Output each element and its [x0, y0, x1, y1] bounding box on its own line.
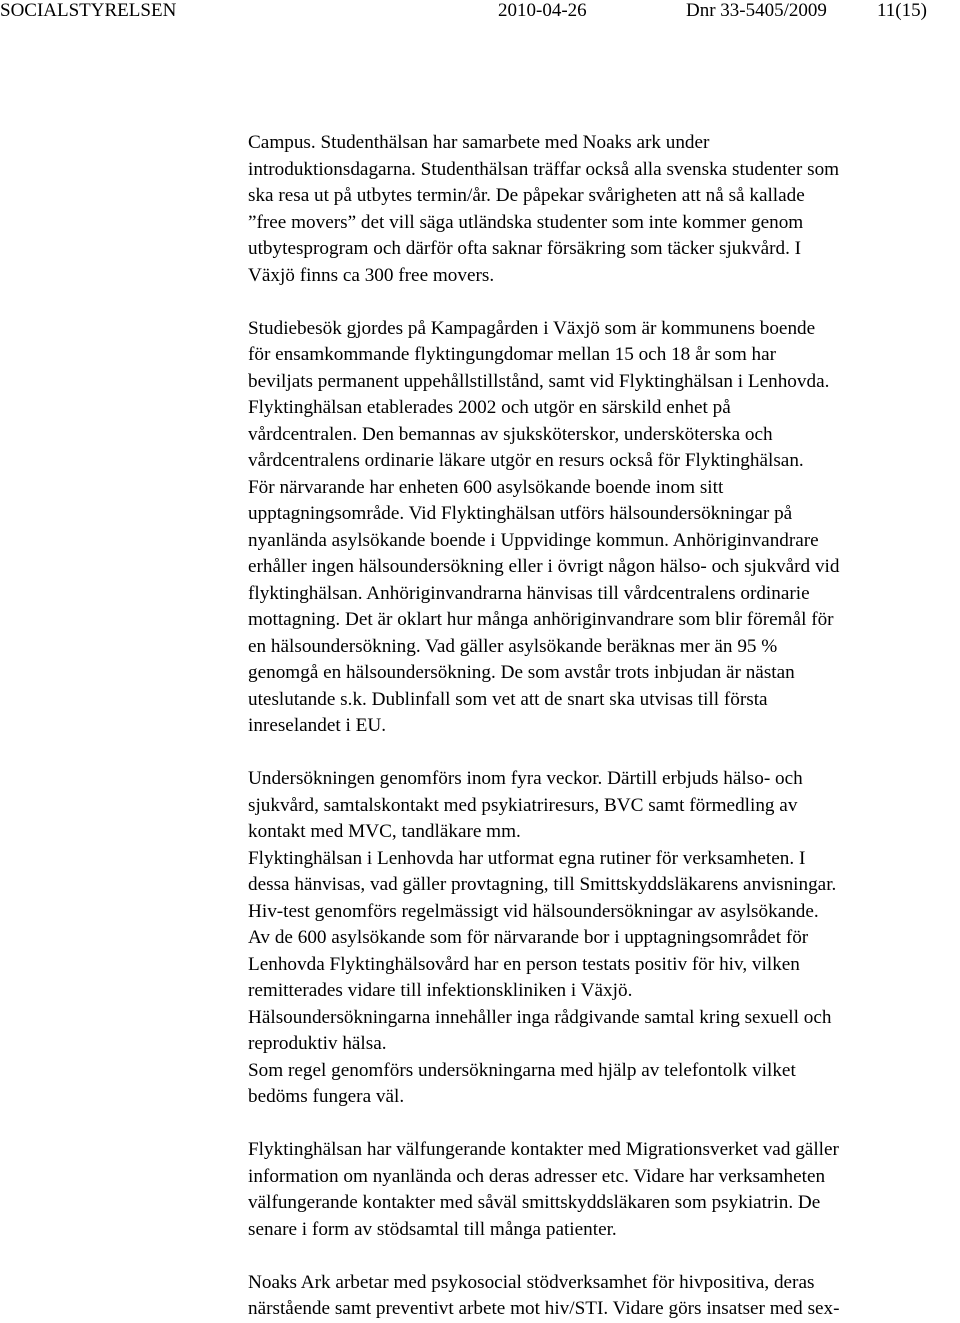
text-line: nyanlända asylsökande boende i Uppvidinge kommun. Anhöriginvandrare — [248, 529, 819, 551]
text-line: reproduktiv hälsa. — [248, 1033, 387, 1054]
text-line: bedöms fungera väl. — [248, 1086, 405, 1107]
header-reference-number: Dnr 33-5405/2009 — [686, 0, 827, 21]
text-line: kontakt med MVC, tandläkare mm. — [248, 821, 521, 842]
text-line: remitterades vidare till infektionskliniken i Växjö. — [248, 980, 633, 1001]
text-line: Hiv-test genomförs regelmässigt vid hälsoundersökningar av asylsökande. — [248, 900, 819, 922]
text-line: Växjö finns ca 300 free movers. — [248, 264, 495, 286]
text-line: dessa hänvisas, vad gäller provtagning, till Smittskyddsläkarens anvisningar. — [248, 874, 837, 895]
text-line: Noaks Ark arbetar med psykosocial stödverksamhet för hivpositiva, deras — [248, 1271, 815, 1293]
paragraph — [248, 130, 960, 289]
text-line: mottagning. Det är oklart hur många anhöriginvandrare som blir föremål för — [248, 609, 834, 630]
page-header — [0, 0, 960, 24]
text-line: sjukvård, samtalskontakt med psykiatriresurs, BVC samt förmedling av — [248, 794, 798, 816]
paragraph — [248, 1137, 960, 1243]
paragraph — [248, 766, 960, 1111]
paragraph — [248, 1270, 960, 1323]
text-line: information om nyanlända och deras adresser etc. Vidare har verksamheten — [248, 1165, 826, 1187]
text-line: inreselandet i EU. — [248, 715, 386, 736]
text-line: Hälsoundersökningarna innehåller inga rådgivande samtal kring sexuell och — [248, 1006, 832, 1028]
paragraph — [248, 316, 960, 740]
text-line: Undersökningen genomförs inom fyra veckor. Därtill erbjuds hälso- och — [248, 768, 803, 789]
header-date: 2010-04-26 — [498, 0, 587, 21]
text-line: upptagningsområde. Vid Flyktinghälsan utförs hälsoundersökningar på — [248, 503, 793, 524]
text-line: Flyktinghälsan i Lenhovda har utformat egna rutiner för verksamheten. I — [248, 847, 806, 869]
text-line: vårdcentralen. Den bemannas av sjuksköterskor, undersköterska och — [248, 423, 773, 445]
text-line: erhåller ingen hälsoundersökning eller i övrigt någon hälso- och sjukvård vid — [248, 556, 840, 577]
text-line: Flyktinghälsan har välfungerande kontakter med Migrationsverket vad gäller — [248, 1139, 839, 1160]
text-line: en hälsoundersökning. Vad gäller asylsökande beräknas mer än 95 % — [248, 635, 778, 657]
text-line: introduktionsdagarna. Studenthälsan träffar också alla svenska studenter som — [248, 158, 840, 180]
text-line: För närvarande har enheten 600 asylsökande boende inom sitt — [248, 476, 724, 498]
text-line: uteslutande s.k. Dublinfall som vet att de snart ska utvisas till första — [248, 688, 768, 710]
text-line: senare i form av stödsamtal till många patienter. — [248, 1218, 617, 1240]
text-line: Campus. Studenthälsan har samarbete med Noaks ark under — [248, 132, 710, 153]
text-line: Lenhovda Flyktinghälsovård har en person testats positiv för hiv, vilken — [248, 953, 800, 975]
document-body — [248, 130, 960, 1323]
text-line: för ensamkommande flyktingungdomar mellan 15 och 18 år som har — [248, 344, 777, 365]
text-line: närstående samt preventivt arbete mot hiv/STI. Vidare görs insatser med sex- — [248, 1298, 840, 1319]
text-line: Av de 600 asylsökande som för närvarande bor i upptagningsområdet för — [248, 927, 809, 948]
text-line: Som regel genomförs undersökningarna med hjälp av telefontolk vilket — [248, 1059, 796, 1081]
text-line: flyktinghälsan. Anhöriginvandrarna hänvisas till vårdcentralens ordinarie — [248, 582, 810, 604]
text-line: välfungerande kontakter med såväl smittskyddsläkaren som psykiatrin. De — [248, 1192, 821, 1213]
text-line: vårdcentralens ordinarie läkare utgör en resurs också för Flyktinghälsan. — [248, 450, 804, 471]
text-line: Flyktinghälsan etablerades 2002 och utgör en särskild enhet på — [248, 397, 731, 418]
text-line: utbytesprogram och därför ofta saknar försäkring som täcker sjukvård. I — [248, 238, 802, 259]
header-organization: SOCIALSTYRELSEN — [0, 0, 177, 21]
text-line: beviljats permanent uppehållstillstånd, samt vid Flyktinghälsan i Lenhovda. — [248, 370, 830, 392]
text-line: ska resa ut på utbytes termin/år. De påpekar svårigheten att nå så kallade — [248, 185, 805, 206]
header-page-number: 11(15) — [877, 0, 927, 21]
text-line: genomgå en hälsoundersökning. De som avstår trots inbjudan är nästan — [248, 662, 795, 683]
text-line: ”free movers” det vill säga utländska studenter som inte kommer genom — [248, 211, 804, 233]
text-line: Studiebesök gjordes på Kampagården i Växjö som är kommunens boende — [248, 317, 816, 339]
